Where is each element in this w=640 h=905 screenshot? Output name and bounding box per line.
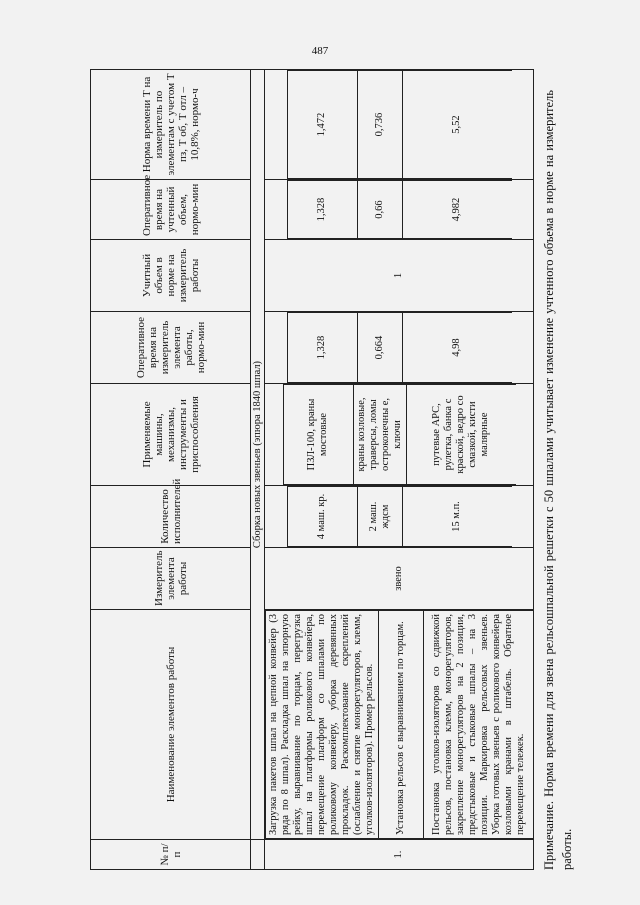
norm-value: 0,736: [357, 71, 402, 179]
table-row: [265, 70, 534, 870]
op-time-cell: [265, 312, 534, 384]
op-time-vol-value: 4,982: [402, 181, 512, 239]
op-time-vol-cell: [265, 180, 534, 240]
op-time-value: 1,328: [287, 313, 357, 383]
header-op-time-vol: Оперативное время на учтенный объем, нормо-мин: [91, 180, 251, 240]
section-title: Сборка новых звеньев (эпюра 1840 шпал): [251, 70, 265, 840]
work-element-text: Постановка уголков-изоляторов со сдвижкой рельсов, постановка клемм, монорегуляторов, закрепление монорегуляторов на 2 позиции, предстыковые и стыковые шпалы – на 3 позиции. Маркировка рельсовых звеньев. Уборка готовых звеньев с роликового конвейера козловыми кранами в штабель. Обратное перемещение тележек.: [424, 611, 534, 839]
tools-value: краны козловые, траверсы, ломы остроконечны е, ключи: [353, 385, 406, 485]
staff-value: 4 маш. кр.: [287, 487, 357, 547]
page-number: 487: [311, 45, 329, 57]
op-time-vol-value: 1,328: [287, 181, 357, 239]
work-element-text: Установка рельсов с выравниванием по торцам.: [379, 611, 424, 839]
norm-value: 5,52: [402, 71, 512, 179]
norm-cell: [265, 70, 534, 180]
header-staff: Количество исполнителей: [91, 486, 251, 548]
tools-value: ПЗЛ-100, краны мостовые: [283, 385, 353, 485]
tools-value: путевые АРС, рулетка, банка с краской, ведро со смазкой, кисти малярные: [406, 385, 516, 485]
op-time-value: 0,664: [357, 313, 402, 383]
section-row: [251, 70, 265, 870]
tools-cell: [265, 384, 534, 486]
norm-value: 1,472: [287, 71, 357, 179]
staff-value: 15 м.п.: [402, 487, 512, 547]
header-op-time: Оперативное время на измеритель элемента работы, нормо-мин: [91, 312, 251, 384]
header-row: [91, 70, 251, 870]
note-text: Примечание. Норма времени для звена рельсошпальной решетки с 50 шпалами учитывает изменение учтенного объема в норме на измеритель работы.: [542, 90, 574, 870]
rotated-table-container: [90, 70, 550, 870]
work-element-text: Загрузка пакетов шпал на цепной конвейер (3 ряда по 8 шпал). Раскладка шпал на эпюрную рейку, выравнивание по торцам, перегрузка шпал на платформы роликового конвейера, перемещение платформ со шпалами по роликовому конвейеру, уборка деревянных прокладок. Раскомплектование скреплений (ослабление и снятие монорегуляторов, клемм, уголков-изоляторов). Промер рельсов.: [266, 611, 379, 839]
meter-cell: звено: [265, 548, 534, 610]
header-name: Наименование элементов работы: [91, 610, 251, 840]
op-time-vol-value: 0,66: [357, 181, 402, 239]
header-volume: Учитный объем в норме на измеритель работы: [91, 240, 251, 312]
staff-value: 2 маш. ждсм: [357, 487, 402, 547]
header-meter: Измеритель элемента работы: [91, 548, 251, 610]
volume-cell: 1: [265, 240, 534, 312]
norm-table: [90, 69, 534, 870]
header-tools: Применяемые машины, механизмы, инструменты и приспособления: [91, 384, 251, 486]
work-elements-cell: [265, 610, 534, 840]
op-time-value: 4,98: [402, 313, 512, 383]
row-number: 1.: [265, 840, 534, 870]
header-num: № п/п: [91, 840, 251, 870]
staff-cell: [265, 486, 534, 548]
header-norm: Норма времени Т на измеритель по элементам с учетом Т пз, Т об, Т отл – 10,8%, нормо-ч: [91, 70, 251, 180]
